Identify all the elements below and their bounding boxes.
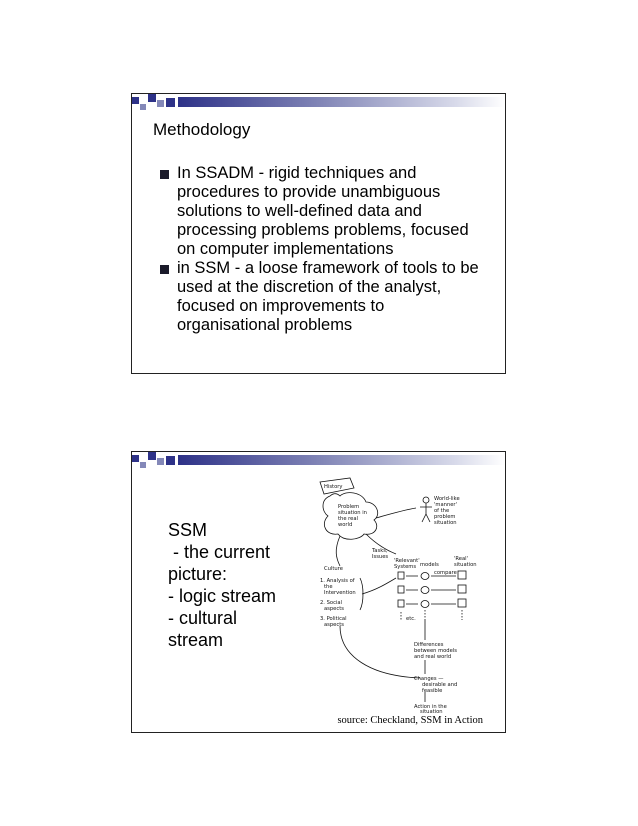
label-problem: Problem bbox=[338, 504, 360, 510]
label-models: models bbox=[420, 562, 439, 568]
svg-text:feasible: feasible bbox=[422, 688, 443, 694]
svg-text:Issues: Issues bbox=[372, 554, 389, 560]
label-real-situation: 'Real' bbox=[454, 556, 469, 562]
svg-text:situation in: situation in bbox=[338, 510, 367, 516]
label-analysis: 1. Analysis of bbox=[320, 578, 355, 584]
label-etc: etc. bbox=[406, 616, 416, 622]
bullet-item bbox=[156, 164, 486, 259]
svg-text:'manner': 'manner' bbox=[434, 502, 457, 508]
svg-text:situation: situation bbox=[434, 520, 457, 526]
label-history: History bbox=[324, 484, 343, 490]
svg-text:between models: between models bbox=[414, 648, 457, 654]
label-social: 2. Social bbox=[320, 600, 342, 606]
label-changes: Changes — bbox=[414, 676, 444, 682]
label-relevant: 'Relevant' bbox=[394, 558, 420, 564]
svg-text:problem: problem bbox=[434, 514, 456, 520]
bullet-square-icon bbox=[160, 265, 169, 274]
svg-text:Systems: Systems bbox=[394, 564, 417, 570]
bullet-text: in SSM - a loose framework of tools to be used at the discretion of the analyst, focused on improvements to organisational problems bbox=[177, 259, 479, 334]
bullet-item bbox=[156, 259, 486, 335]
svg-text:situation: situation bbox=[420, 709, 443, 714]
slide-header-decoration bbox=[132, 94, 505, 110]
label-compare: compare bbox=[434, 570, 457, 576]
svg-text:the: the bbox=[324, 584, 333, 590]
svg-text:Intervention: Intervention bbox=[324, 590, 356, 596]
svg-text:of the: of the bbox=[434, 508, 450, 514]
label-tasks: Tasks, bbox=[372, 548, 388, 554]
slide-methodology bbox=[131, 93, 506, 374]
slide-header-decoration bbox=[132, 452, 505, 468]
slide-text: SSM - the current picture: - logic stream - cultural stream bbox=[168, 520, 277, 650]
svg-text:aspects: aspects bbox=[324, 606, 344, 612]
bullet-square-icon bbox=[160, 170, 169, 179]
label-political: 3. Political bbox=[320, 616, 347, 622]
svg-text:situation: situation bbox=[454, 562, 477, 568]
svg-text:desirable and: desirable and bbox=[422, 682, 458, 688]
svg-text:the real: the real bbox=[338, 516, 358, 522]
label-differences: Differences bbox=[414, 642, 444, 648]
svg-text:world: world bbox=[338, 522, 353, 528]
ssm-sketch-diagram bbox=[310, 470, 490, 714]
label-action: Action in the bbox=[414, 704, 447, 710]
bullet-text: In SSADM - rigid techniques and procedures to provide unambiguous solutions to well-defined data and processing problems problems, focused on computer implementations bbox=[177, 164, 469, 258]
source-caption: source: Checkland, SSM in Action bbox=[337, 715, 483, 726]
person-figure bbox=[420, 503, 432, 522]
label-world: World-like bbox=[434, 496, 460, 502]
slide-ssm bbox=[131, 451, 506, 733]
slide-title: Methodology bbox=[153, 120, 251, 139]
svg-text:aspects: aspects bbox=[324, 622, 344, 628]
bullet-list bbox=[156, 164, 486, 335]
svg-text:and real world: and real world bbox=[414, 654, 452, 660]
label-culture: Culture bbox=[324, 566, 343, 572]
